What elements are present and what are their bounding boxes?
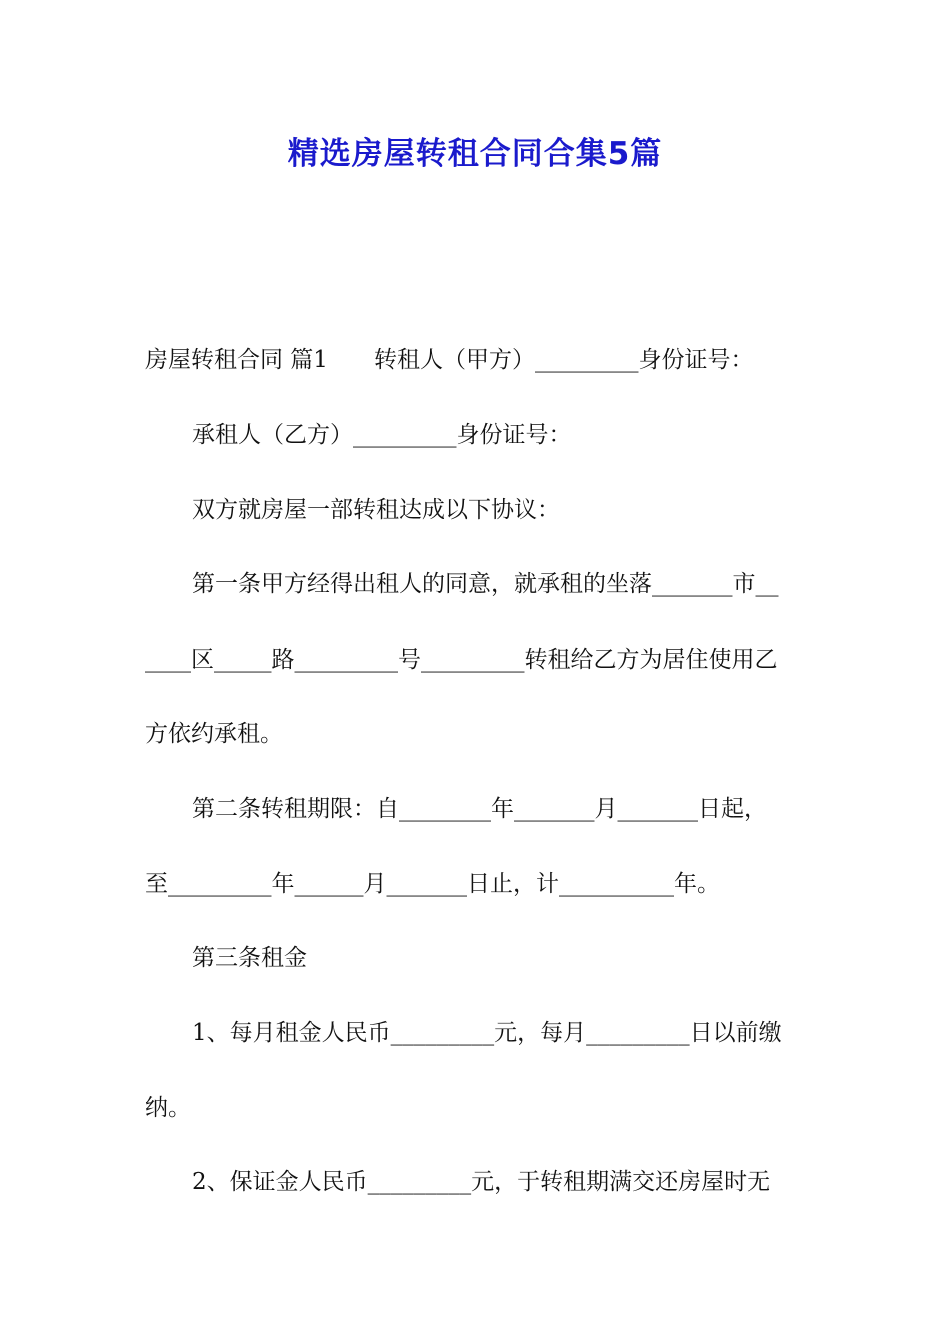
paragraph-line-4: 第一条甲方经得出租人的同意，就承租的坐落_______市__ <box>192 571 779 597</box>
paragraph-line-5: ____区_____路_________号_________转租给乙方为居住使用乙 <box>145 647 778 673</box>
paragraph-line-8: 至_________年______月_______日止，计__________年。 <box>145 871 720 897</box>
paragraph-line-2: 承租人（乙方）_________身份证号： <box>192 422 572 448</box>
paragraph-line-7: 第二条转租期限：自________年_______月_______日起， <box>192 796 767 822</box>
paragraph-line-3: 双方就房屋一部转租达成以下协议： <box>192 497 560 523</box>
paragraph-line-11: 纳。 <box>145 1095 191 1121</box>
paragraph-line-6: 方依约承租。 <box>145 721 283 747</box>
paragraph-line-9: 第三条租金 <box>192 945 307 971</box>
paragraph-line-1: 房屋转租合同 篇1 转租人（甲方）_________身份证号： <box>145 347 754 373</box>
document-title: 精选房屋转租合同合集5篇 <box>287 136 663 172</box>
paragraph-line-10: 1、每月租金人民币_________元，每月_________日以前缴 <box>192 1020 782 1046</box>
paragraph-line-12: 2、保证金人民币_________元，于转租期满交还房屋时无 <box>192 1169 771 1195</box>
